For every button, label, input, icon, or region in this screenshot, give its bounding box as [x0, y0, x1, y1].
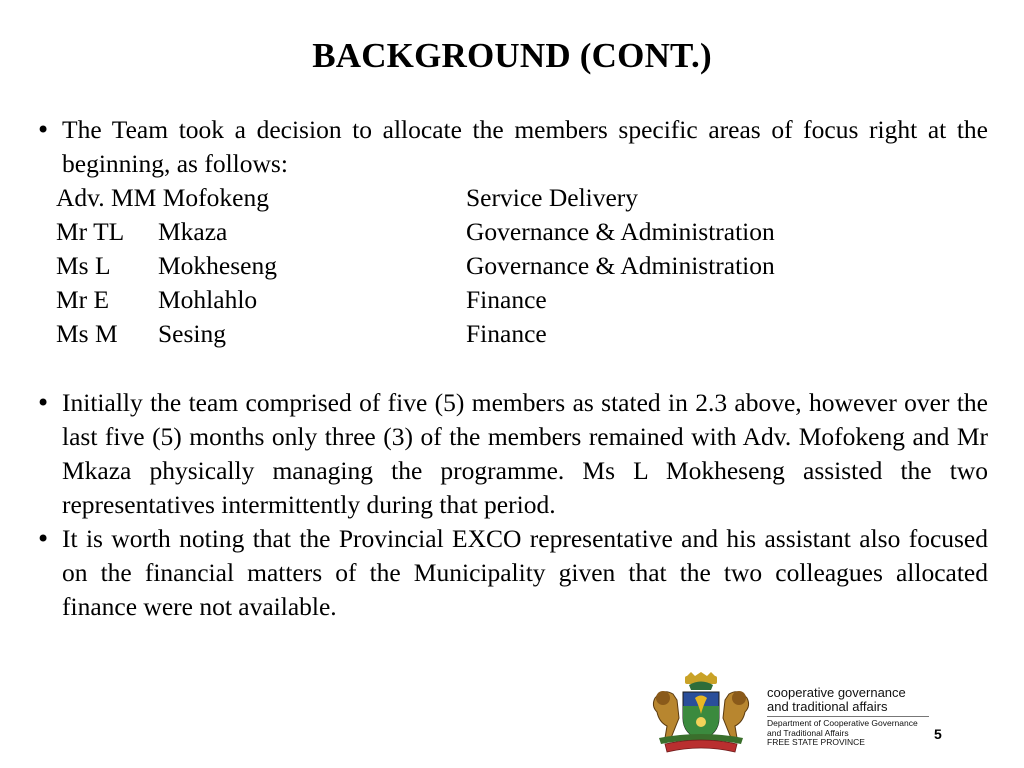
member-title: Ms L: [56, 251, 111, 280]
member-area: Service Delivery: [466, 183, 639, 212]
brand-line-1: cooperative governance: [767, 685, 906, 700]
member-row: [56, 181, 856, 215]
member-row: [56, 249, 856, 283]
department-text: [767, 719, 918, 748]
brand-text: [767, 686, 906, 714]
member-surname: Mohlahlo: [158, 285, 258, 314]
slide-title: BACKGROUND (CONT.): [312, 36, 712, 75]
bullet-text: The Team took a decision to allocate the members specific areas of focus right at the beginning, as follows:: [62, 115, 988, 178]
bullet-text: Initially the team comprised of five (5) members as stated in 2.3 above, however over the last five (5) months only three (3) of the members remained with Adv. Mofokeng and Mr Mkaza physically managing the programme. Ms L Mokheseng assisted the two representatives intermittently during that period.: [62, 388, 988, 519]
footer-logo: [645, 672, 1005, 762]
member-row: [56, 283, 856, 317]
bullet-item: [36, 522, 988, 624]
free-state-coat-of-arms-icon: [645, 672, 757, 758]
page-number: 5: [934, 726, 942, 742]
member-surname: Mokheseng: [158, 251, 277, 280]
brand-line-2: and traditional affairs: [767, 699, 888, 714]
member-row: [56, 215, 856, 249]
members-list: [56, 181, 856, 351]
department-line-1: Department of Cooperative Governance: [767, 718, 918, 728]
member-row: [56, 317, 856, 351]
member-area: Finance: [466, 285, 547, 314]
bullet-icon: •: [36, 389, 51, 417]
member-surname: Mkaza: [158, 217, 228, 246]
member-surname: Sesing: [158, 319, 227, 348]
member-title: Ms M: [56, 319, 118, 348]
member-area: Finance: [466, 319, 547, 348]
member-area: Governance & Administration: [466, 217, 775, 246]
member-area: Governance & Administration: [466, 251, 775, 280]
member-title: Mr TL: [56, 217, 125, 246]
bullet-icon: •: [36, 525, 51, 553]
member-title: Mr E: [56, 285, 110, 314]
brand-divider: [767, 716, 929, 717]
bullet-item: [36, 386, 988, 522]
department-line-3: FREE STATE PROVINCE: [767, 737, 865, 747]
bullet-icon: •: [36, 116, 51, 144]
member-title: Adv. MM Mofokeng: [56, 183, 269, 212]
department-line-2: and Traditional Affairs: [767, 727, 849, 738]
bullet-text: It is worth noting that the Provincial EXCO representative and his assistant also focused on the financial matters of the Municipality given that the two colleagues allocated finance were not available.: [62, 524, 988, 621]
bullet-item: [36, 113, 988, 181]
